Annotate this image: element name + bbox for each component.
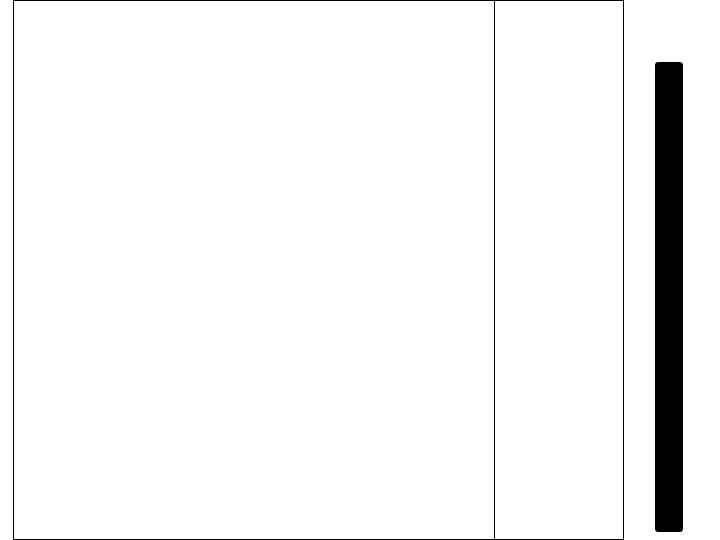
energy-scale <box>622 54 720 540</box>
header-structure <box>14 1 495 540</box>
scale-gradient-bar <box>655 62 683 532</box>
header-u-value <box>495 1 624 540</box>
table-header-row <box>14 1 624 540</box>
requirements-table <box>13 0 624 540</box>
